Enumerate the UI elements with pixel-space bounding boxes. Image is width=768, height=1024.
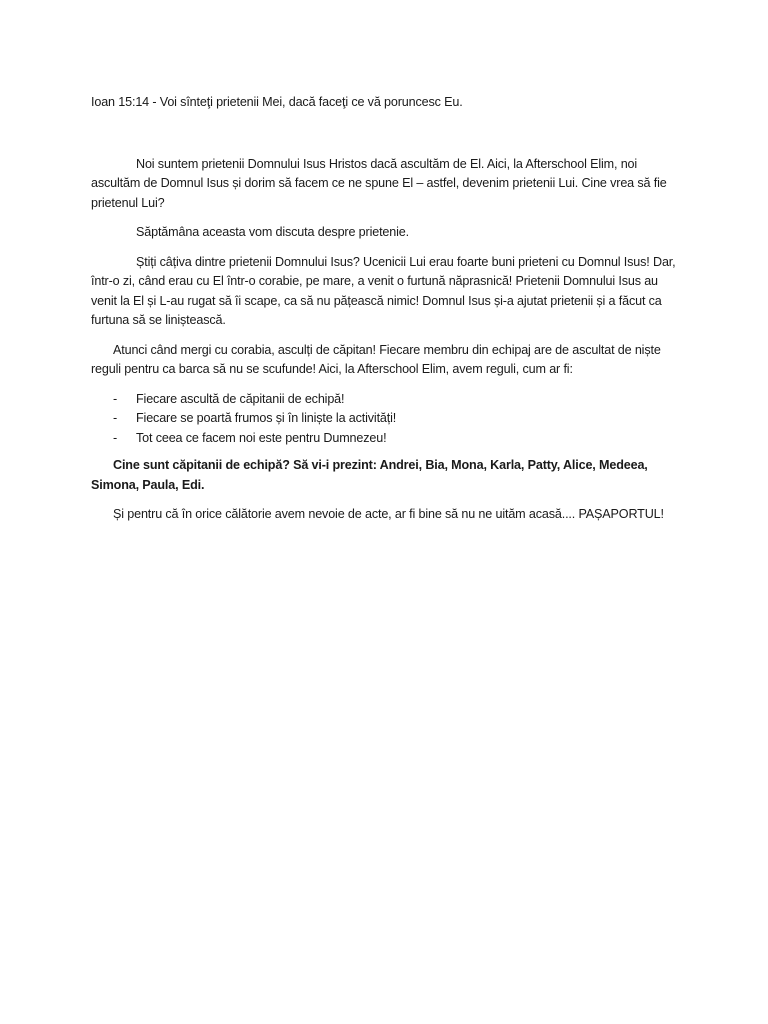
- paragraph-captains: Cine sunt căpitanii de echipă? Să vi-i prezint: Andrei, Bia, Mona, Karla, Patty, Alice, Medeea, Simona, Paula, Edi.: [91, 458, 648, 492]
- list-item: [91, 390, 687, 410]
- rule-text: Fiecare ascultă de căpitanii de echipă!: [136, 391, 345, 406]
- list-bullet: -: [113, 391, 118, 406]
- list-item: [91, 409, 687, 429]
- paragraph-week-topic: Săptămâna aceasta vom discuta despre prietenie.: [136, 225, 409, 239]
- rule-text: Tot ceea ce facem noi este pentru Dumnezeu!: [136, 430, 387, 445]
- document-body: [91, 93, 687, 535]
- rule-text: Fiecare se poartă frumos și în liniște la activități!: [136, 411, 397, 425]
- paragraph-rules-intro: Atunci când mergi cu corabia, asculți de căpitan! Fiecare membru din echipaj are de ascultat de niște reguli pentru ca barca să nu se scufunde! Aici, la Afterschool Elim, avem reguli, cum ar fi:: [91, 342, 661, 376]
- list-bullet: -: [113, 411, 118, 425]
- list-item: [91, 429, 687, 449]
- paragraph-storm-story: Știți câțiva dintre prietenii Domnului Isus? Ucenicii Lui erau foarte buni prieteni cu Domnul Isus! Dar, într-o zi, când erau cu El într-o corabie, pe mare, a venit o furtună năprasnică! Prietenii Domnului Isus au venit la El și L-au rugat să îi scape, ca să nu pățească nimic! Domnul Isus și-a ajutat prietenii și a făcut ca furtuna să se liniștească.: [91, 254, 676, 327]
- list-bullet: -: [113, 430, 118, 445]
- rules-list: [91, 390, 687, 449]
- bible-verse: Ioan 15:14 - Voi sînteţi prietenii Mei, dacă faceţi ce vă poruncesc Eu.: [91, 95, 463, 109]
- paragraph-friends-intro: Noi suntem prietenii Domnului Isus Hristos dacă ascultăm de El. Aici, la Afterschool Elim, noi ascultăm de Domnul Isus și dorim să facem ce ne spune El – astfel, devenim prietenii Lui. Cine vrea să fie prietenul Lui?: [91, 156, 667, 210]
- paragraph-passport: Și pentru că în orice călătorie avem nevoie de acte, ar fi bine să nu ne uităm acasă.... PAȘAPORTUL!: [113, 507, 664, 521]
